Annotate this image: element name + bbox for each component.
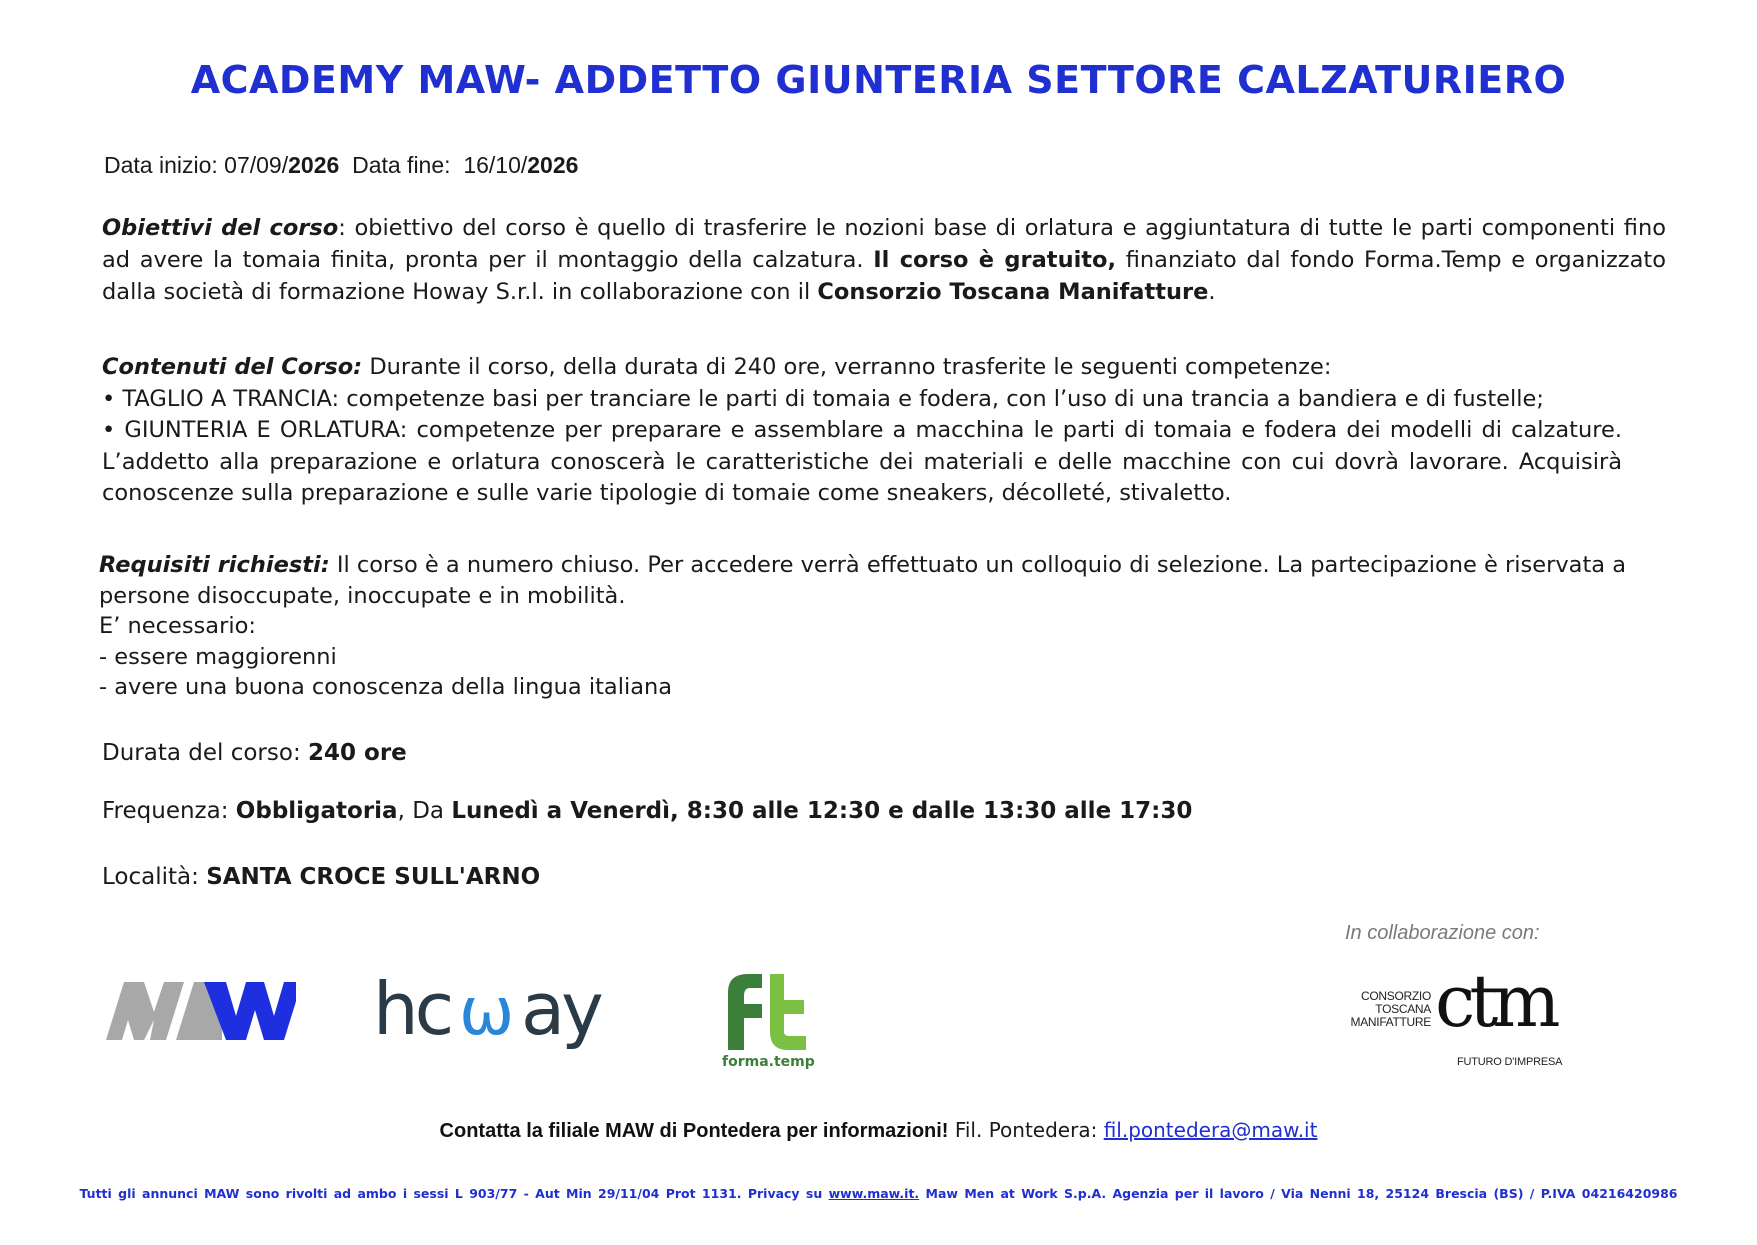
location-line [102, 864, 540, 890]
contact-email-link[interactable]: fil.pontedera@maw.it [1103, 1118, 1318, 1142]
ctm-logo [1347, 960, 1567, 1072]
course-dates [104, 152, 578, 179]
objectives-paragraph [102, 212, 1666, 308]
footer-legal [0, 1186, 1757, 1201]
footer-text-1: Tutti gli annunci MAW sono rivolti ad ambo i sessi L 903/77 - Aut Min 29/11/04 Prot 1131. Privacy su [79, 1186, 829, 1201]
ctm-logo-line2: TOSCANA [1375, 1002, 1431, 1016]
requirements-label: Requisiti richiesti: [99, 552, 330, 578]
ctm-logo-line3: MANIFATTURE [1350, 1015, 1431, 1029]
objectives-consortium: Consorzio Toscana Manifatture [817, 279, 1209, 305]
formatemp-logo [722, 970, 815, 1075]
svg-text:hc: hc [373, 978, 451, 1051]
maw-logo [106, 980, 296, 1046]
end-date-daymonth: 16/10/ [463, 152, 528, 178]
page-title: ACADEMY MAW- ADDETTO GIUNTERIA SETTORE CALZATURIERO [190, 58, 1567, 102]
howay-logo-graphic [373, 978, 633, 1058]
duration-line [102, 740, 407, 766]
contact-line [0, 1118, 1757, 1143]
formatemp-logo-text: forma.temp [722, 1054, 815, 1070]
contents-label: Contenuti del Corso: [102, 354, 363, 380]
ctm-logo-mark: ctm [1435, 959, 1555, 1043]
start-date-daymonth: 07/09/ [224, 152, 289, 178]
requirements-intro-line [99, 550, 1639, 611]
frequency-line [102, 798, 1192, 824]
contents-intro: Durante il corso, della durata di 240 ore, verranno trasferite le seguenti competenze: [362, 354, 1332, 380]
svg-text:ω: ω [459, 978, 515, 1050]
collaboration-label: In collaborazione con: [1345, 922, 1540, 944]
svg-text:ay: ay [521, 978, 600, 1051]
requirements-text: Il corso è a numero chiuso. Per accedere verrà effettuato un colloquio di selezione. La partecipazione è riservata a persone disoccupate, inoccupate e in mobilità. [99, 552, 1627, 609]
frequency-mandatory: Obbligatoria [235, 798, 398, 824]
contact-label: Fil. Pontedera: [948, 1118, 1104, 1142]
ctm-logo-name [1347, 990, 1431, 1029]
howay-logo [373, 978, 633, 1058]
ctm-logo-line1: CONSORZIO [1361, 989, 1431, 1003]
objectives-free-note: Il corso è gratuito, [873, 247, 1117, 273]
contents-item-taglio: • TAGLIO A TRANCIA: competenze basi per tranciare le parti di tomaia e fodera, con l’uso di una trancia a bandiera e di fustelle; [102, 385, 1544, 412]
ctm-logo-sub: FUTURO D'IMPRESA [1457, 1056, 1563, 1068]
end-date-label: Data fine: [352, 152, 451, 178]
objectives-text-2: finanziato dal fondo Forma.Temp e organizzato dalla società di formazione Howay S.r.l. in collaborazione con il [102, 247, 1666, 305]
start-date-year: 2026 [288, 152, 340, 178]
requirements-paragraph [99, 550, 1639, 703]
objectives-text-3: . [1208, 279, 1216, 305]
end-date-year: 2026 [527, 152, 579, 178]
location-label: Località: [102, 864, 207, 890]
requirements-necessary: E’ necessario: [99, 613, 256, 639]
contact-cta: Contatta la filiale MAW di Pontedera per informazioni! [439, 1120, 949, 1142]
objectives-text-1: : obiettivo del corso è quello di trasferire le nozioni base di orlatura e aggiuntatura di tutte le parti componenti fino ad avere la tomaia finita, pronta per il montaggio della calzatura. [102, 215, 1666, 273]
location-value: SANTA CROCE SULL'ARNO [206, 864, 541, 890]
maw-logo-graphic [106, 980, 296, 1042]
requirements-item-age: - essere maggiorenni [99, 643, 337, 670]
contents-item-giunteria: • GIUNTERIA E ORLATURA: competenze per preparare e assemblare a macchina le parti di tomaia e fodera dei modelli di calzature. L’addetto alla preparazione e orlatura conoscerà le caratteristiche dei materiali e delle macchine con cui dovrà lavorare. Acquisirà conoscenze sulla preparazione e sulle varie tipologie di tomaie come sneakers, décolleté, stivaletto. [102, 417, 1622, 506]
contents-intro-line [102, 352, 1622, 384]
requirements-item-language: - avere una buona conoscenza della lingua italiana [99, 674, 673, 700]
frequency-sep: , Da [397, 798, 452, 824]
frequency-label: Frequenza: [102, 798, 236, 824]
objectives-label: Obiettivi del corso [102, 215, 339, 241]
contents-paragraph [102, 352, 1622, 510]
start-date-label: Data inizio: [104, 152, 218, 178]
duration-label: Durata del corso: [102, 740, 309, 766]
duration-value: 240 ore [308, 740, 407, 766]
frequency-schedule: Lunedì a Venerdì, 8:30 alle 12:30 e dalle 13:30 alle 17:30 [451, 798, 1193, 824]
formatemp-logo-graphic [722, 970, 812, 1052]
footer-privacy-link[interactable]: www.maw.it. [828, 1186, 920, 1201]
footer-text-2: Maw Men at Work S.p.A. Agenzia per il lavoro / Via Nenni 18, 25124 Brescia (BS) / P.IVA 04216420986 [919, 1186, 1678, 1201]
